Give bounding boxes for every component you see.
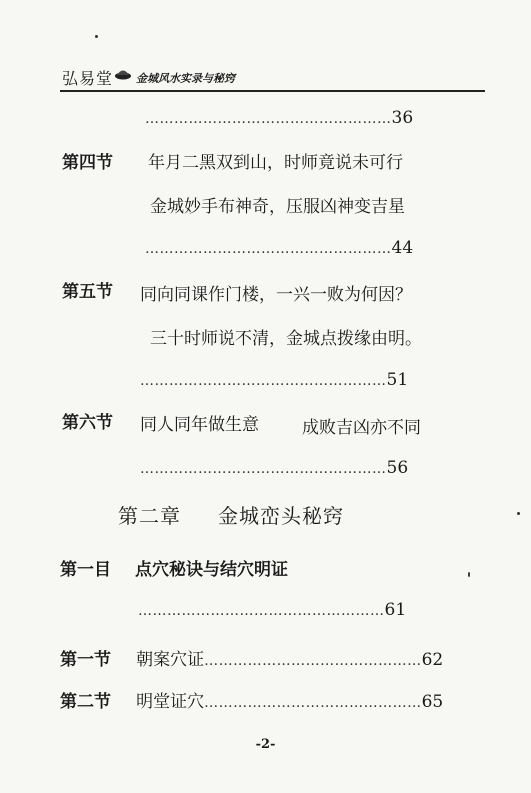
section-title-line-2[interactable]: 三十时师说不清，金城点拨缘由明。	[150, 329, 422, 349]
page-number: 62	[421, 650, 444, 670]
section-label: 第四节	[62, 153, 113, 173]
section-label: 第五节	[62, 282, 113, 302]
section-title-part-1[interactable]: 同人同年做生意	[140, 415, 259, 435]
lotus-logo-icon	[114, 66, 132, 80]
toc-line-56[interactable]	[140, 458, 408, 478]
header-divider	[60, 90, 485, 92]
scan-speck	[95, 35, 98, 38]
item-title[interactable]: 点穴秘诀与结穴明证	[135, 560, 288, 580]
scan-speck	[517, 512, 520, 515]
page-header	[62, 62, 482, 90]
page-number: 51	[386, 370, 409, 390]
section-label: 第一节	[60, 650, 111, 670]
leader-dots: ……………………………………………	[140, 461, 387, 477]
page-number: 65	[421, 692, 444, 712]
section-label: 第二节	[60, 692, 111, 712]
page-number: 61	[384, 600, 407, 620]
toc-line-36[interactable]	[145, 108, 413, 128]
brand-name: 弘易堂	[62, 69, 114, 88]
toc-entry-section-2[interactable]	[60, 687, 443, 712]
leader-dots: ………………………………………	[204, 653, 422, 669]
section-title-line-1[interactable]: 年月二黑双到山，时师竟说未可行	[148, 153, 403, 173]
leader-dots: ……………………………………………	[145, 111, 392, 127]
book-subtitle: 金城风水实录与秘窍	[136, 72, 235, 85]
section-title-part-2[interactable]: 成败吉凶亦不同	[302, 418, 421, 438]
leader-dots: ……………………………………………	[138, 603, 385, 619]
section-title: 明堂证穴	[136, 692, 205, 712]
toc-entry-section-1[interactable]	[60, 645, 443, 670]
toc-line-51[interactable]	[140, 370, 408, 390]
toc-line-61[interactable]	[138, 600, 406, 620]
page-number: 56	[386, 458, 409, 478]
chapter-title[interactable]: 金城峦头秘窍	[218, 504, 344, 528]
section-title-line-2[interactable]: 金城妙手布神奇，压服凶神变吉星	[150, 197, 405, 217]
page-number: 44	[391, 238, 414, 258]
chapter-label: 第二章	[118, 504, 181, 528]
leader-dots: ……………………………………………	[140, 373, 387, 389]
leader-dots: ……………………………………………	[145, 241, 392, 257]
footer-page-number: -2-	[255, 737, 276, 752]
section-title-line-1[interactable]: 同向同课作门楼，一兴一败为何因？	[140, 285, 412, 305]
leader-dots: ………………………………………	[204, 695, 422, 711]
item-label: 第一目	[60, 560, 111, 580]
scan-speck	[468, 572, 470, 577]
section-label: 第六节	[62, 413, 113, 433]
page-number: 36	[391, 108, 414, 128]
toc-line-44[interactable]	[145, 238, 413, 258]
section-title: 朝案穴证	[136, 650, 205, 670]
